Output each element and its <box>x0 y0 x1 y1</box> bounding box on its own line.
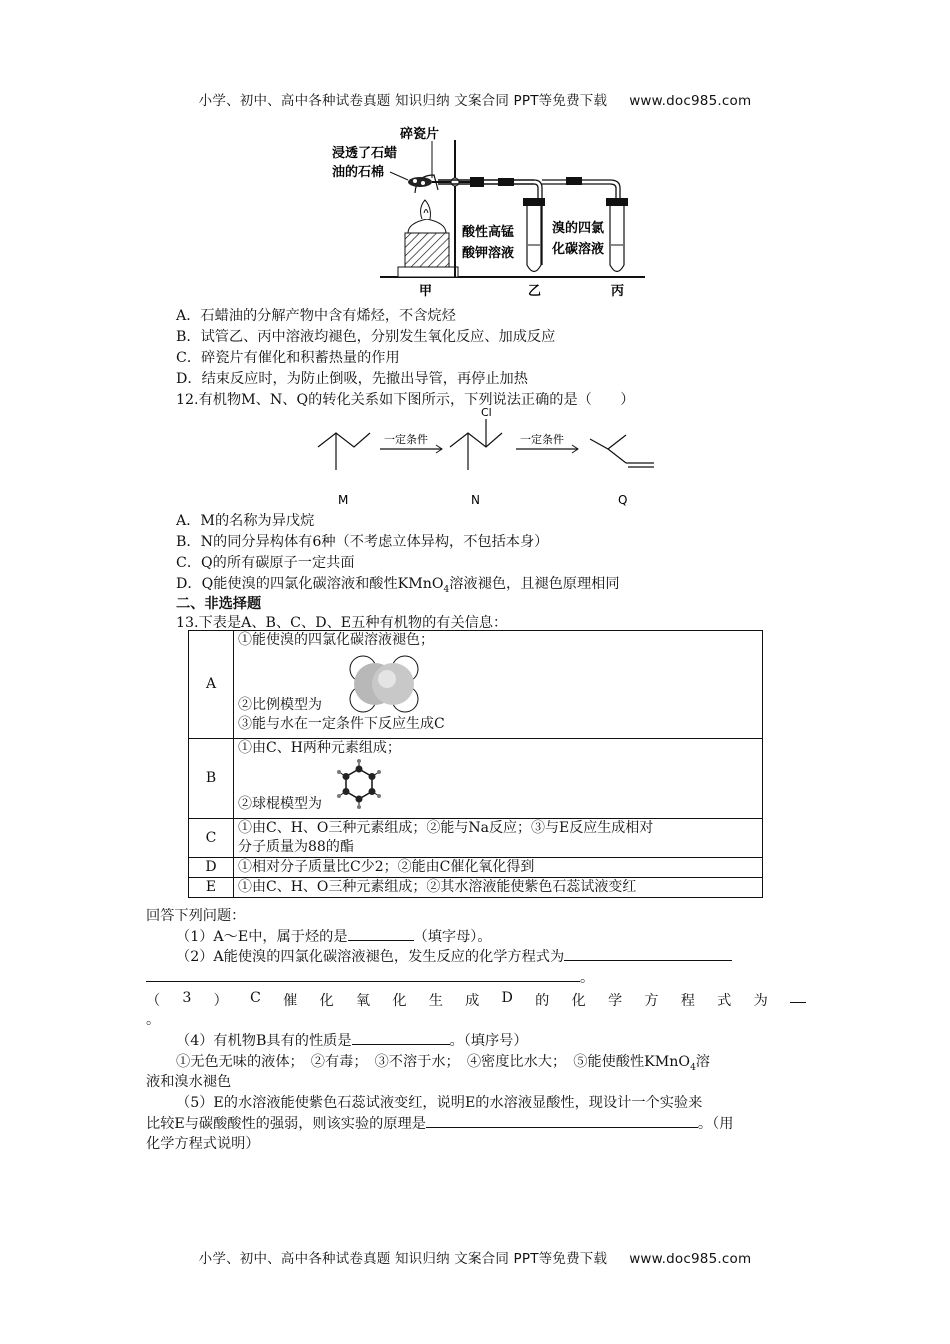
p3-char: D <box>501 990 513 1006</box>
header-text: 小学、初中、高中各种试卷真题 知识归纳 文案合同 PPT等免费下载 <box>198 93 608 109</box>
q13-part5-line1: （5）E的水溶液能使紫色石蕊试液变红，说明E的水溶液显酸性，现设计一个实验来 <box>176 1095 703 1111</box>
q12-option-b: B．N的同分异构体有6种（不考虑立体异构，不包括本身） <box>176 534 549 550</box>
label-porcelain: 碎瓷片 <box>400 127 440 142</box>
part4-suffix: 。（填序号） <box>449 1033 528 1049</box>
page-footer <box>0 1247 950 1267</box>
row-b-line2: ②球棍模型为 <box>238 796 322 812</box>
part1-prefix: （1）A～E中，属于烃的是 <box>176 929 348 945</box>
part2-prefix: （2）A能使溴的四氯化碳溶液褪色，发生反应的化学方程式为 <box>176 949 565 965</box>
row-a-content <box>234 631 763 739</box>
q12-label-q: Q <box>618 493 628 507</box>
q12-reaction-figure <box>310 405 670 510</box>
q13-part3 <box>146 990 806 1010</box>
part2-end: 。 <box>580 970 595 986</box>
row-b-content <box>234 739 763 819</box>
table-row-e <box>189 878 763 898</box>
part5-blank[interactable] <box>426 1115 698 1128</box>
q12-option-d-prefix: D．Q能使溴的四氯化碳溶液和酸性KMnO <box>176 576 444 592</box>
table-row-d <box>189 858 763 878</box>
table-row-c <box>189 819 763 858</box>
p3-char: 化 <box>319 993 334 1009</box>
p3-char: C <box>250 990 261 1006</box>
q11-option-a: A．石蜡油的分解产物中含有烯烃，不含烷烃 <box>176 308 456 324</box>
p3-char: （ <box>146 993 161 1009</box>
q13-part5-line2 <box>146 1113 733 1133</box>
row-c-line2: 分子质量为88的酯 <box>238 839 354 855</box>
p3-char: 氧 <box>355 993 371 1009</box>
part2-blank-1[interactable] <box>564 948 732 961</box>
q12-label-m: M <box>338 493 349 507</box>
q12-label-n: N <box>471 493 480 507</box>
label-bing: 丙 <box>611 284 625 298</box>
q13-stem: 13.下表是A、B、C、D、E五种有机物的有关信息： <box>176 615 508 631</box>
label-yi: 乙 <box>528 284 542 298</box>
row-a-line3: ③能与水在一定条件下反应生成C <box>238 716 445 732</box>
p3-char: 化 <box>571 993 586 1009</box>
row-b-label: B <box>189 739 234 819</box>
label-br2-2: 化碳溶液 <box>552 242 605 257</box>
q12-option-d <box>176 573 620 595</box>
row-d-content: ①相对分子质量比C少2；②能由C催化氧化得到 <box>234 858 763 878</box>
part3-blank[interactable] <box>790 990 806 1003</box>
q12-option-d-sub: 4 <box>443 584 450 595</box>
part5-suffix: 。（用 <box>697 1116 734 1132</box>
row-a-line2: ②比例模型为 <box>238 697 322 713</box>
label-kmno4-1: 酸性高锰 <box>462 225 515 240</box>
part1-suffix: （填字母）。 <box>413 929 492 945</box>
header-url[interactable]: www.doc985.com <box>629 93 752 109</box>
p3-char: 生 <box>428 993 443 1009</box>
q13-part2 <box>176 946 732 966</box>
p3-char: 为 <box>753 993 768 1009</box>
q12-option-c: C．Q的所有碳原子一定共面 <box>176 555 355 571</box>
section-title: 二、非选择题 <box>176 596 262 612</box>
q12-cl-label: Cl <box>481 406 492 419</box>
q11-option-d: D．结束反应时，为防止倒吸，先撤出导管，再停止加热 <box>176 371 528 387</box>
page-header <box>0 89 950 109</box>
part4-options-prefix: ①无色无味的液体； ②有毒； ③不溶于水； ④密度比水大； ⑤能使酸性KMnO <box>176 1054 691 1070</box>
p3-char: 3 <box>182 990 192 1006</box>
label-cotton-1: 浸透了石蜡 <box>332 146 398 161</box>
row-c-content <box>234 819 763 858</box>
q13-part1 <box>176 926 492 946</box>
q13-part4 <box>176 1030 528 1050</box>
label-br2-1: 溴的四氯 <box>552 221 605 236</box>
part4-options-line2: 液和溴水褪色 <box>146 1074 232 1090</box>
answer-intro: 回答下列问题： <box>146 908 246 924</box>
q12-condition-2: 一定条件 <box>520 433 564 446</box>
row-a-label: A <box>189 631 234 739</box>
part4-blank[interactable] <box>352 1032 450 1045</box>
benzene-ball-stick-model <box>334 759 384 809</box>
part2-blank-2[interactable] <box>146 969 580 982</box>
p3-char: 学 <box>607 993 623 1009</box>
p3-char: 程 <box>680 993 695 1009</box>
label-cotton-2: 油的石棉 <box>332 165 385 180</box>
part3-end: 。 <box>146 1012 161 1028</box>
label-jia: 甲 <box>419 284 433 298</box>
p3-char: ） <box>213 993 228 1009</box>
q12-option-a: A．M的名称为异戊烷 <box>176 513 315 529</box>
part5-prefix: 比较E与碳酸酸性的强弱，则该实验的原理是 <box>146 1116 426 1132</box>
q13-part4-options <box>176 1051 710 1073</box>
part4-prefix: （4）有机物B具有的性质是 <box>176 1033 352 1049</box>
row-c-label: C <box>189 819 234 858</box>
q11-option-b: B．试管乙、丙中溶液均褪色，分别发生氧化反应、加成反应 <box>176 329 556 345</box>
apparatus-figure <box>320 120 650 298</box>
row-e-content: ①由C、H、O三种元素组成；②其水溶液能使紫色石蕊试液变红 <box>234 878 763 898</box>
row-b-line1: ①由C、H两种元素组成； <box>238 740 401 756</box>
row-a-line1: ①能使溴的四氯化碳溶液褪色； <box>238 632 434 648</box>
p3-char: 催 <box>283 993 298 1009</box>
q11-option-c: C．碎瓷片有催化和积蓄热量的作用 <box>176 350 400 366</box>
p3-char: 化 <box>392 993 407 1009</box>
q12-condition-1: 一定条件 <box>384 433 428 446</box>
q12-stem: 12.有机物M、N、Q的转化关系如下图所示，下列说法正确的是（ ） <box>176 392 635 408</box>
row-d-label: D <box>189 858 234 878</box>
part4-options-sub: 4 <box>690 1062 696 1073</box>
q13-info-table <box>188 630 763 898</box>
footer-url[interactable]: www.doc985.com <box>629 1251 752 1267</box>
table-row-a <box>189 631 763 739</box>
footer-text: 小学、初中、高中各种试卷真题 知识归纳 文案合同 PPT等免费下载 <box>198 1251 608 1267</box>
part4-options-suffix: 溶 <box>695 1054 710 1070</box>
q13-part5-line3: 化学方程式说明） <box>146 1136 260 1152</box>
part1-blank[interactable] <box>348 928 414 941</box>
p3-char: 式 <box>717 993 732 1009</box>
ethylene-space-filling-model <box>339 653 429 715</box>
table-row-b <box>189 739 763 819</box>
p3-char: 成 <box>465 993 480 1009</box>
p3-char: 的 <box>535 993 550 1009</box>
q12-option-d-suffix: 溶液褪色，且褪色原理相同 <box>449 576 620 592</box>
row-c-line1: ①由C、H、O三种元素组成；②能与Na反应；③与E反应生成相对 <box>238 820 654 836</box>
row-e-label: E <box>189 878 234 898</box>
p3-char: 方 <box>644 993 659 1009</box>
label-kmno4-2: 酸钾溶液 <box>462 246 515 261</box>
q13-part2-cont <box>146 967 594 987</box>
